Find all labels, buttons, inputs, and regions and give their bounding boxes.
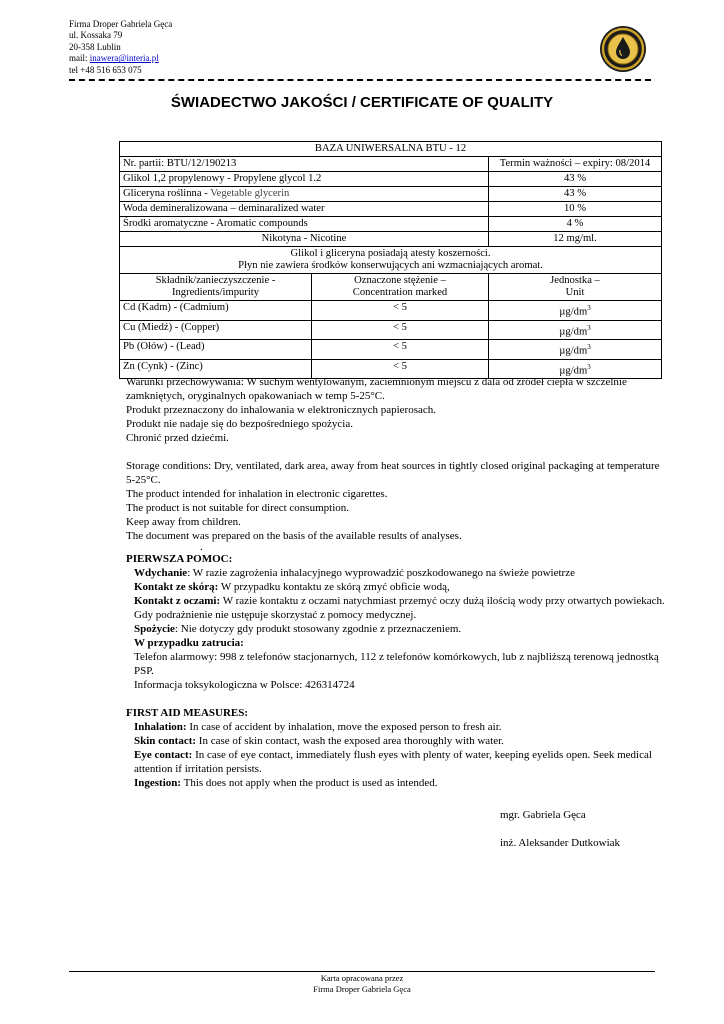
specification-table	[119, 141, 662, 379]
company-city: 20-358 Lublin	[69, 41, 121, 52]
pl-ingestion: Spożycie: Nie dotyczy gdy produkt stosowany zgodnie z przeznaczeniem.	[134, 623, 462, 635]
stray-dot: .	[200, 541, 203, 553]
en-storage-text: Keep away from children.	[126, 516, 241, 528]
footer-separator	[69, 971, 655, 972]
company-address	[69, 19, 172, 76]
footer	[0, 973, 724, 995]
pl-skin-contact: Kontakt ze skórą: W przypadku kontaktu ze skórą zmyć obficie wodą,	[134, 581, 450, 593]
signature-name: inż. Aleksander Dutkowiak	[500, 837, 621, 849]
composition-name: Woda demineralizowana – deminaralized water	[120, 202, 489, 217]
product-name: BAZA UNIWERSALNA BTU - 12	[120, 142, 662, 157]
pl-storage-text: Chronić przed dziećmi.	[126, 432, 229, 444]
nicotine-row	[120, 232, 662, 247]
preservatives-note: Płyn nie zawiera środków konserwujących ani wzmacniających aromat.	[238, 260, 543, 271]
unit-column-header: Jednostka – Unit	[489, 274, 662, 301]
impurity-concentration: < 5	[312, 340, 489, 360]
kosher-note: Glikol i gliceryna posiadają atesty koszerności.	[290, 248, 491, 259]
impurity-column-header: Składnik/zanieczyszczenie - Ingredients/impurity	[120, 274, 312, 301]
pl-storage-text: Produkt przeznaczony do inhalowania w elektronicznych papierosach.	[126, 404, 437, 416]
impurity-name: Cu (Miedź) - (Copper)	[120, 320, 312, 340]
batch-number: Nr. partii: BTU/12/190213	[120, 157, 489, 172]
footer-line-2: Firma Droper Gabriela Gęca	[313, 984, 411, 994]
composition-value: 4 %	[489, 217, 662, 232]
batch-row	[120, 157, 662, 172]
en-storage-text: The product intended for inhalation in electronic cigarettes.	[126, 488, 388, 500]
composition-name: Środki aromatyczne - Aromatic compounds	[120, 217, 489, 232]
concentration-column-header: Oznaczone stężenie – Concentration marked	[312, 274, 489, 301]
pl-storage-text: Warunki przechowywania: W suchym wentylowanym, zaciemnionym miejscu z dala od źródeł ciepła w szczelnie zamkniętych, oryginalnych opakowaniach w temp 5-25°C.	[126, 376, 627, 402]
composition-row	[120, 217, 662, 232]
expiry-date: Termin ważności – expiry: 08/2014	[489, 157, 662, 172]
composition-row	[120, 172, 662, 187]
pl-poisoning-heading: W przypadku zatrucia:	[134, 637, 244, 649]
document-title: ŚWIADECTWO JAKOŚCI / CERTIFICATE OF QUALITY	[170, 94, 554, 111]
pl-inhalation: Wdychanie: W razie zagrożenia inhalacyjnego wyprowadzić poszkodowanego na świeże powietrze	[134, 567, 575, 579]
composition-value: 43 %	[489, 172, 662, 187]
en-storage-text: The product is not suitable for direct consumption.	[126, 502, 350, 514]
nicotine-value: 12 mg/ml.	[489, 232, 662, 247]
table-notes	[120, 247, 662, 274]
en-storage-text: Storage conditions: Dry, ventilated, dark area, away from heat sources in tightly closed original packaging at temperature 5-25°C.	[126, 460, 660, 486]
pl-toxicology-info: Informacja toksykologiczna w Polsce: 426314724	[134, 679, 355, 691]
impurity-unit: $\mu g/dm^3$	[489, 359, 662, 379]
impurity-concentration: < 5	[312, 359, 489, 379]
company-name: Firma Droper Gabriela Gęca	[69, 19, 173, 29]
signature-name: mgr. Gabriela Gęca	[500, 809, 586, 821]
footer-line-1: Karta opracowana przez	[320, 973, 404, 983]
impurity-unit: $\mu g/dm^3$	[489, 340, 662, 360]
composition-name: Glikol 1,2 propylenowy - Propylene glycol 1.2	[120, 172, 489, 187]
company-phone: tel +48 516 653 075	[69, 64, 142, 75]
impurity-header-row	[120, 274, 662, 301]
impurity-unit: $\mu g/dm^3$	[489, 301, 662, 321]
table-row	[120, 301, 662, 321]
composition-row	[120, 187, 662, 202]
en-first-aid-heading: FIRST AID MEASURES:	[126, 707, 249, 719]
en-inhalation: Inhalation: In case of accident by inhalation, move the exposed person to fresh air.	[134, 721, 502, 733]
impurity-concentration: < 5	[312, 301, 489, 321]
company-mail: mail: inawera@interia.pl	[69, 53, 159, 64]
company-logo	[599, 25, 647, 73]
separator-line	[69, 79, 651, 81]
en-ingestion: Ingestion: This does not apply when the product is used as intended.	[134, 777, 438, 789]
impurity-name: Pb (Ołów) - (Lead)	[120, 340, 312, 360]
table-row	[120, 320, 662, 340]
impurity-name: Cd (Kadm) - (Cadmium)	[120, 301, 312, 321]
impurity-concentration: < 5	[312, 320, 489, 340]
en-eye-contact: Eye contact: In case of eye contact, immediately flush eyes with plenty of water, keeping eyelids open. Seek medical attention if irritation persists.	[134, 749, 652, 775]
table-header-row	[120, 142, 662, 157]
en-storage-text: The document was prepared on the basis of the available results of analyses.	[126, 530, 462, 542]
en-skin-contact: Skin contact: In case of skin contact, wash the exposed area thoroughly with water.	[134, 735, 504, 747]
pl-storage-text: Produkt nie nadaje się do bezpośredniego spożycia.	[126, 418, 353, 430]
composition-name: Gliceryna roślinna - Vegetable glycerin	[120, 187, 489, 202]
email-link[interactable]: inawera@interia.pl	[89, 53, 159, 64]
company-street: ul. Kossaka 79	[69, 30, 123, 41]
composition-row	[120, 202, 662, 217]
oil-drop-logo-icon	[599, 25, 647, 73]
composition-value: 10 %	[489, 202, 662, 217]
composition-value: 43 %	[489, 187, 662, 202]
table-row	[120, 340, 662, 360]
pl-first-aid-heading: PIERWSZA POMOC:	[126, 553, 233, 565]
impurity-unit: $\mu g/dm^3$	[489, 320, 662, 340]
nicotine-label: Nikotyna - Nicotine	[120, 232, 489, 247]
pl-emergency-phone: Telefon alarmowy: 998 z telefonów stacjonarnych, 112 z telefonów komórkowych, lub z najbliższą terenową jednostką PSP.	[134, 651, 659, 677]
impurity-name: Zn (Cynk) - (Zinc)	[120, 359, 312, 379]
pl-eye-contact: Kontakt z oczami: W razie kontaktu z oczami natychmiast przemyć oczy dużą ilością wody przy otwartych powiekach. Gdy podrażnienie nie ustępuje skorzystać z pomocy medycznej.	[134, 595, 665, 621]
document-body	[126, 375, 666, 790]
notes-row	[120, 247, 662, 274]
